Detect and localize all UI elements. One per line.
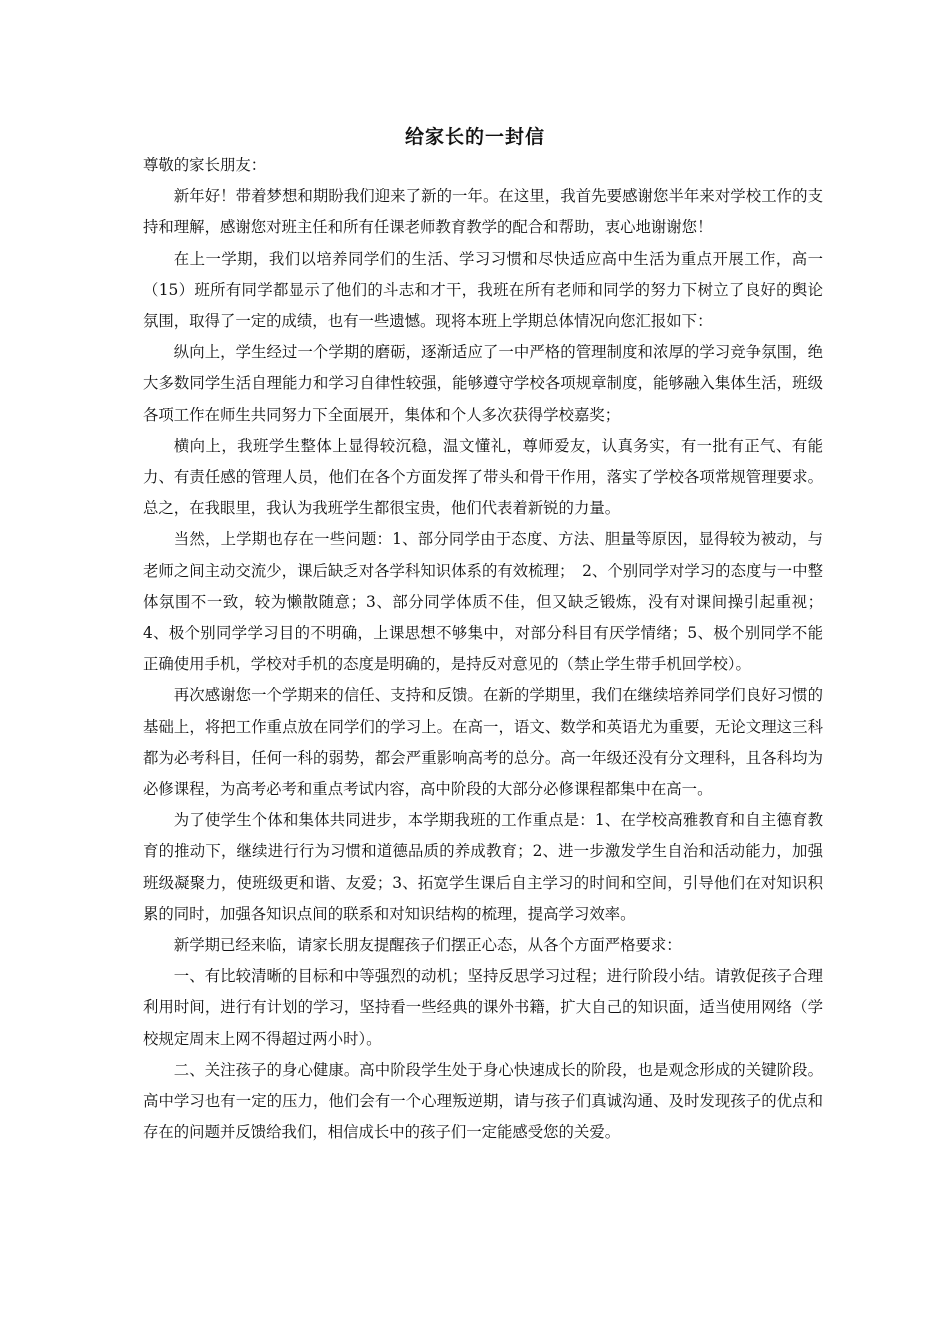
paragraph-last-semester: 在上一学期，我们以培养同学们的生活、学习习惯和尽快适应高中生活为重点开展工作，高一（15）班所有同学都显示了他们的斗志和才干，我班在所有老师和同学的努力下树立了良好的舆论氛围，取得了一定的成绩，也有一些遗憾。现将本班上学期总体情况向您汇报如下： bbox=[143, 249, 823, 331]
paragraph-horizontal: 横向上，我班学生整体上显得较沉稳，温文懂礼，尊师爱友，认真务实，有一批有正气、有能力、有责任感的管理人员，他们在各个方面发挥了带头和骨干作用，落实了学校各项常规管理要求。总之，在我眼里，我认为我班学生都很宝贵，他们代表着新锐的力量。 bbox=[143, 436, 823, 518]
paragraph-work-focus: 为了使学生个体和集体共同进步，本学期我班的工作重点是：1、在学校高雅教育和自主德育教育的推动下，继续进行行为习惯和道德品质的养成教育；2、进一步激发学生自治和活动能力，加强班级凝聚力，使班级更和谐、友爱；3、拓宽学生课后自主学习的时间和空间，引导他们在对知识积累的同时，加强各知识点间的联系和对知识结构的梳理，提高学习效率。 bbox=[143, 811, 823, 923]
letter-title: 给家长的一封信 bbox=[404, 126, 545, 148]
paragraph-health: 二、关注孩子的身心健康。高中阶段学生处于身心快速成长的阶段，也是观念形成的关键阶段。高中学习也有一定的压力，他们会有一个心理叛逆期，请与孩子们真诚沟通、及时发现孩子的优点和存在的问题并反馈给我们，相信成长中的孩子们一定能感受您的关爱。 bbox=[143, 1060, 823, 1142]
salutation: 尊敬的家长朋友： bbox=[143, 156, 267, 174]
paragraph-goals: 一、有比较清晰的目标和中等强烈的动机；坚持反思学习过程；进行阶段小结。请敦促孩子合理利用时间，进行有计划的学习，坚持看一些经典的课外书籍，扩大自己的知识面，适当使用网络（学校规定周末上网不得超过两小时）。 bbox=[143, 967, 823, 1048]
paragraph-vertical: 纵向上，学生经过一个学期的磨砺，逐渐适应了一中严格的管理制度和浓厚的学习竞争氛围，绝大多数同学生活自理能力和学习自律性较强，能够遵守学校各项规章制度，能够融入集体生活，班级各项工作在师生共同努力下全面展开，集体和个人多次获得学校嘉奖； bbox=[143, 343, 823, 424]
paragraph-new-semester: 新学期已经来临，请家长朋友提醒孩子们摆正心态，从各个方面严格要求： bbox=[173, 936, 682, 955]
paragraph-problems: 当然，上学期也存在一些问题：1、部分同学由于态度、方法、胆量等原因，显得较为被动，与老师之间主动交流少，课后缺乏对各学科知识体系的有效梳理； 2、个别同学对学习的态度与一中整体氛围不一致，较为懒散随意；3、部分同学体质不佳，但又缺乏锻炼，没有对课间操引起重视；4、极个别同学学习目的不明确，上课思想不够集中，对部分科目有厌学情绪；5、极个别同学不能正确使用手机，学校对手机的态度是明确的，是持反对意见的（禁止学生带手机回学校）。 bbox=[143, 530, 823, 674]
paragraph-thanks-again: 再次感谢您一个学期来的信任、支持和反馈。在新的学期里，我们在继续培养同学们良好习惯的基础上，将把工作重点放在同学们的学习上。在高一，语文、数学和英语尤为重要，无论文理这三科都为必考科目，任何一科的弱势，都会严重影响高考的总分。高一年级还没有分文理科，且各科均为必修课程，为高考必考和重点考试内容，高中阶段的大部分必修课程都集中在高一。 bbox=[143, 686, 823, 799]
letter-body bbox=[143, 150, 823, 1149]
paragraph-new-year-thanks: 新年好！带着梦想和期盼我们迎来了新的一年。在这里，我首先要感谢您半年来对学校工作的支持和理解，感谢您对班主任和所有任课老师教育教学的配合和帮助，衷心地谢谢您！ bbox=[143, 187, 823, 237]
